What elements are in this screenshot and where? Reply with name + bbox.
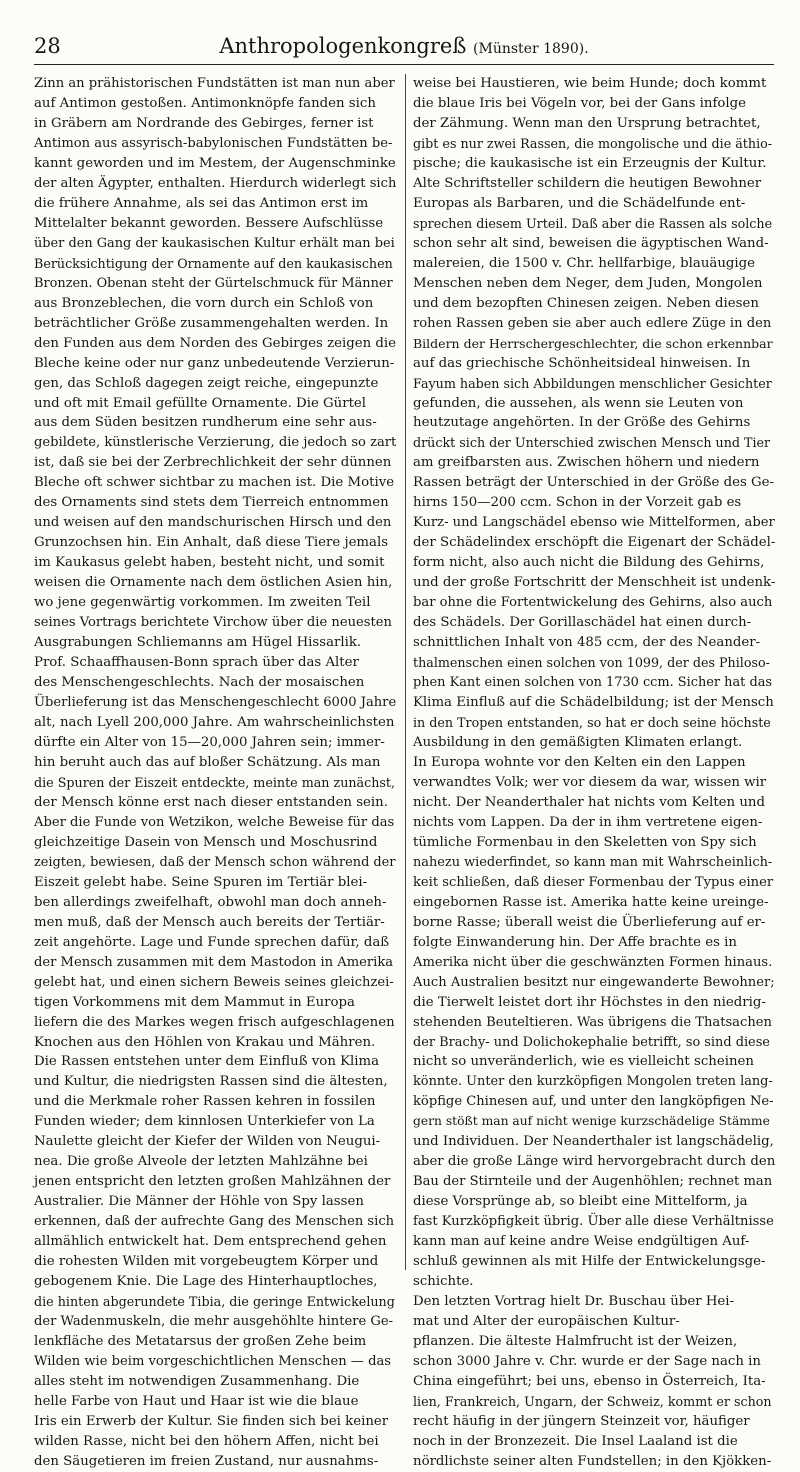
- text-line: der alten Ägypter, enthalten. Hierdurch widerlegt sich: [34, 175, 397, 191]
- text-line: die rohesten Wilden mit vorgebeugtem Körper und: [34, 1254, 379, 1270]
- text-line: aber die große Länge wird hervorgebracht durch den: [413, 1154, 776, 1170]
- text-line: Kurz- und Langschädel ebenso wie Mittelformen, aber: [413, 515, 775, 531]
- text-line: wilden Rasse, nicht bei den höhern Affen, nicht bei: [34, 1433, 379, 1449]
- text-line: rohen Rassen geben sie aber auch edlere Züge in den: [413, 315, 772, 331]
- text-line: hirns 150—200 ccm. Schon in der Vorzeit gab es: [413, 495, 742, 511]
- running-title-main: Anthropologenkongreß: [219, 34, 467, 58]
- text-line: lien, Frankreich, Ungarn, der Schweiz, kommt er schon: [413, 1393, 772, 1409]
- text-line: Aber die Funde von Wetzikon, welche Beweise für das: [34, 814, 395, 830]
- running-title-sub: (Münster 1890).: [473, 41, 589, 57]
- text-line: schichte.: [413, 1274, 474, 1290]
- text-line: aus Bronzeblechen, die vorn durch ein Schloß von: [34, 295, 374, 311]
- text-line: schluß gewinnen als mit Hilfe der Entwickelungsge-: [413, 1254, 766, 1270]
- text-line: Alte Schriftsteller schildern die heutigen Bewohner: [413, 175, 762, 191]
- text-line: fast Kurzköpfigkeit übrig. Über alle diese Verhältnisse: [413, 1214, 774, 1230]
- text-line: schon sehr alt sind, beweisen die ägyptischen Wand-: [413, 235, 769, 251]
- text-line: phen Kant einen solchen von 1730 ccm. Sicher hat das: [413, 675, 772, 691]
- text-line: ist, daß sie bei der Zerbrechlichkeit der sehr dünnen: [34, 455, 392, 471]
- text-line: lenkfläche des Metatarsus der großen Zehe beim: [34, 1334, 367, 1350]
- text-line: die frühere Annahme, als sei das Antimon erst im: [34, 195, 369, 211]
- text-line: nicht. Der Neanderthaler hat nichts vom Kelten und: [413, 794, 765, 810]
- text-line: Wilden wie beim vorgeschichtlichen Menschen — das: [34, 1354, 391, 1369]
- text-line: zeigten, bewiesen, daß der Mensch schon während der: [34, 854, 396, 870]
- text-line: pflanzen. Die älteste Halmfrucht ist der Weizen,: [413, 1334, 738, 1350]
- running-title: [34, 34, 774, 58]
- text-line: Überlieferung ist das Menschengeschlecht 6000 Jahre: [34, 695, 397, 711]
- text-line: Antimon aus assyrisch-babylonischen Fundstätten be-: [34, 135, 393, 151]
- right-column: [413, 74, 776, 1469]
- text-line: in den Tropen entstanden, so hat er doch seine höchste: [413, 715, 771, 730]
- text-line: keit schließen, daß dieser Formenbau der Typus einer: [413, 874, 774, 890]
- page-number: 28: [34, 34, 61, 58]
- text-line: köpfige Chinesen auf, und unter den langköpfigen Ne-: [413, 1094, 774, 1110]
- text-line: schon 3000 Jahre v. Chr. wurde er der Sage nach in: [413, 1354, 761, 1369]
- text-line: bar ohne die Fortentwickelung des Gehirns, also auch: [413, 595, 773, 611]
- text-line: hin beruht auch das auf bloßer Schätzung. Als man: [34, 754, 381, 770]
- text-line: tümliche Formenbau in den Skeletten von Spy sich: [413, 834, 757, 850]
- text-line: der Zähmung. Wenn man den Ursprung betrachtet,: [413, 115, 761, 131]
- text-line: Bildern der Herrschergeschlechter, die schon erkennbar: [413, 335, 773, 351]
- text-line: kannt geworden und im Mestem, der Augenschminke: [34, 155, 396, 171]
- text-line: form nicht, also auch nicht die Bildung des Gehirns,: [413, 555, 765, 571]
- text-line: und Individuen. Der Neanderthaler ist langschädelig,: [413, 1134, 774, 1150]
- text-line: nichts vom Lappen. Da der in ihm vertretene eigen-: [413, 814, 763, 830]
- text-line: die hinten abgerundete Tibia, die geringe Entwickelung: [34, 1294, 395, 1310]
- text-line: in Gräbern am Nordrande des Gebirges, ferner ist: [34, 115, 374, 131]
- text-line: noch in der Bronzezeit. Die Insel Laaland ist die: [413, 1433, 738, 1449]
- text-line: gebogenem Knie. Die Lage des Hinterhauptloches,: [34, 1274, 378, 1290]
- text-line: Bronzen. Obenan steht der Gürtelschmuck für Männer: [34, 275, 393, 291]
- text-line: stehenden Beuteltieren. Was übrigens die Thatsachen: [413, 1014, 772, 1030]
- text-line: Mittelalter bekannt geworden. Bessere Aufschlüsse: [34, 215, 384, 231]
- text-line: Ausbildung in den gemäßigten Klimaten erlangt.: [413, 734, 743, 750]
- text-line: seines Vortrags berichtete Virchow über die neuesten: [34, 615, 392, 631]
- text-line: Prof. Schaaffhausen-Bonn sprach über das Alter: [34, 655, 359, 671]
- text-line: der Wadenmuskeln, die mehr ausgehöhlte hintere Ge-: [34, 1314, 394, 1330]
- text-line: recht häufig in der jüngern Steinzeit vor, häufiger: [413, 1413, 750, 1429]
- text-line: men muß, daß der Mensch auch bereits der Tertiär-: [34, 914, 385, 930]
- text-line: nördlichste seiner alten Fundstellen; in den Kjökken-: [413, 1453, 772, 1469]
- text-line: alles steht im notwendigen Zusammenhang. Die: [34, 1373, 360, 1389]
- text-line: gelebt hat, und einen sichern Beweis seines gleichzei-: [34, 974, 394, 990]
- text-line: weise bei Haustieren, wie beim Hunde; doch kommt: [413, 76, 767, 91]
- text-line: gibt es nur zwei Rassen, die mongolische und die äthio-: [413, 135, 773, 151]
- text-line: und Kultur, die niedrigsten Rassen sind die ältesten,: [34, 1074, 388, 1090]
- text-line: ben allerdings zweifelhaft, obwohl man doch anneh-: [34, 894, 387, 910]
- text-line: der Mensch könne erst nach dieser entstanden sein.: [34, 794, 388, 810]
- text-line: Iris ein Erwerb der Kultur. Sie finden sich bei keiner: [34, 1413, 389, 1429]
- text-line: helle Farbe von Haut und Haar ist wie die blaue: [34, 1393, 359, 1409]
- text-line: nahezu wiederfindet, so kann man mit Wahrscheinlich-: [413, 854, 773, 870]
- text-line: auf Antimon gestoßen. Antimonknöpfe fanden sich: [34, 95, 376, 111]
- text-line: gebildete, künstlerische Verzierung, die jedoch so zart: [34, 435, 397, 451]
- text-line: Fayum haben sich Abbildungen menschlicher Gesichter: [413, 375, 772, 391]
- text-line: und die Merkmale roher Rassen kehren in fossilen: [34, 1094, 376, 1110]
- text-line: auf das griechische Schönheitsideal hinweisen. In: [413, 355, 751, 371]
- text-line: den Säugetieren im freien Zustand, nur ausnahms-: [34, 1453, 379, 1469]
- text-line: schnittlichen Inhalt von 485 ccm, der des Neander-: [413, 635, 761, 651]
- text-line: gern stößt man auf nicht wenige kurzschädelige Stämme: [413, 1114, 770, 1129]
- text-line: jenen entspricht den letzten großen Mahlzähnen der: [34, 1174, 391, 1190]
- text-line: aus dem Süden besitzen rundherum eine sehr aus-: [34, 415, 377, 431]
- text-line: heutzutage angehörten. In der Größe des Gehirns: [413, 415, 751, 431]
- text-line: borne Rasse; überall weist die Überlieferung auf er-: [413, 914, 766, 930]
- text-line: Grunzochsen hin. Ein Anhalt, daß diese Tiere jemals: [34, 535, 389, 551]
- text-line: und der große Fortschritt der Menschheit ist undenk-: [413, 575, 776, 591]
- text-line: Bleche keine oder nur ganz unbedeutende Verzierun-: [34, 355, 395, 371]
- text-line: der Mensch zusammen mit dem Mastodon in Amerika: [34, 954, 394, 970]
- text-line: könnte. Unter den kurzköpfigen Mongolen treten lang-: [413, 1074, 773, 1090]
- text-line: des Menschengeschlechts. Nach der mosaischen: [34, 675, 365, 691]
- text-line: Die Rassen entstehen unter dem Einfluß von Klima: [34, 1054, 380, 1070]
- text-line: die Tierwelt leistet dort ihr Höchstes in den niedrig-: [413, 994, 766, 1010]
- text-line: weisen die Ornamente nach dem östlichen Asien hin,: [34, 575, 393, 591]
- text-line: wo jene gegenwärtig vorkommen. Im zweiten Teil: [34, 595, 371, 611]
- text-line: China eingeführt; bei uns, ebenso in Österreich, Ita-: [413, 1373, 766, 1389]
- text-line: diese Vorsprünge ab, so bleibt eine Mittelform, ja: [413, 1194, 748, 1210]
- text-line: nicht so unveränderlich, wie es vielleicht scheinen: [413, 1054, 754, 1070]
- text-line: Australier. Die Männer der Höhle von Spy lassen: [34, 1194, 364, 1210]
- text-line: In Europa wohnte vor den Kelten ein den Lappen: [413, 754, 746, 770]
- text-line: alt, nach Lyell 200,000 Jahre. Am wahrscheinlichsten: [34, 715, 395, 730]
- text-line: der Brachy- und Dolichokephalie betrifft, so sind diese: [413, 1034, 770, 1050]
- text-line: gleichzeitige Dasein von Mensch und Moschusrind: [34, 834, 378, 850]
- text-line: den Funden aus dem Norden des Gebirges zeigen die: [34, 335, 397, 351]
- text-line: erkennen, daß der aufrechte Gang des Menschen sich: [34, 1214, 395, 1230]
- text-line: des Schädels. Der Gorillaschädel hat einen durch-: [413, 615, 752, 631]
- text-line: Naulette gleicht der Kiefer der Wilden von Neugui-: [34, 1134, 381, 1150]
- text-line: Berücksichtigung der Ornamente auf den kaukasischen: [34, 255, 393, 271]
- text-line: beträchtlicher Größe zusammengehalten werden. In: [34, 315, 389, 331]
- text-line: dürfte ein Alter von 15—20,000 Jahren sein; immer-: [34, 734, 385, 750]
- text-line: die Spuren der Eiszeit entdeckte, meinte man zunächst,: [34, 774, 396, 790]
- text-line: mat und Alter der europäischen Kultur-: [413, 1314, 680, 1330]
- text-line: und oft mit Email gefüllte Ornamente. Die Gürtel: [34, 395, 367, 411]
- text-line: gen, das Schloß dagegen zeigt reiche, eingepunzte: [34, 375, 379, 391]
- text-line: Ausgrabungen Schliemanns am Hügel Hissarlik.: [34, 635, 362, 651]
- text-line: die blaue Iris bei Vögeln vor, bei der Gans infolge: [413, 95, 747, 111]
- text-line: kann man auf keine andre Weise endgültigen Auf-: [413, 1234, 750, 1250]
- text-line: Eiszeit gelebt habe. Seine Spuren im Tertiär blei-: [34, 874, 368, 890]
- text-line: Auch Australien besitzt nur eingewanderte Bewohner;: [413, 974, 775, 990]
- text-line: Klima Einfluß auf die Schädelbildung; ist der Mensch: [413, 695, 774, 711]
- text-line: und dem bezopften Chinesen zeigen. Neben diesen: [413, 295, 759, 311]
- text-line: tigen Vorkommens mit dem Mammut in Europa: [34, 994, 355, 1010]
- text-line: Europas als Barbaren, und die Schädelfunde ent-: [413, 195, 746, 211]
- text-line: am greifbarsten aus. Zwischen höhern und niedern: [413, 455, 760, 471]
- text-line: sprechen diesem Urteil. Daß aber die Rassen als solche: [413, 215, 773, 231]
- column-divider: [405, 74, 406, 1270]
- text-line: Rassen beträgt der Unterschied in der Größe des Ge-: [413, 475, 775, 491]
- text-line: der Schädelindex erschöpft die Eigenart der Schädel-: [413, 535, 776, 551]
- text-line: gefunden, die aussehen, als wenn sie Leuten von: [413, 395, 744, 411]
- text-line: Amerika nicht über die geschwänzten Formen hinaus.: [413, 954, 773, 970]
- text-line: Zinn an prähistorischen Fundstätten ist man nun aber: [34, 76, 395, 91]
- text-line: zeit angehörte. Lage und Funde sprechen dafür, daß: [34, 934, 390, 950]
- text-line: Funden wieder; dem kinnlosen Unterkiefer von La: [34, 1114, 375, 1130]
- text-line: nea. Die große Alveole der letzten Mahlzähne bei: [34, 1154, 368, 1170]
- text-line: über den Gang der kaukasischen Kultur erhält man bei: [34, 235, 395, 251]
- text-line: Bau der Stirnteile und der Augenhöhlen; rechnet man: [413, 1174, 773, 1190]
- text-line: thalmenschen einen solchen von 1099, der des Philoso-: [413, 655, 770, 671]
- text-line: folgte Einwanderung hin. Der Affe brachte es in: [413, 934, 737, 950]
- text-line: Bleche oft schwer sichtbar zu machen ist. Die Motive: [34, 475, 395, 491]
- text-line: eingebornen Rasse ist. Amerika hatte keine ureinge-: [413, 894, 769, 910]
- text-line: Menschen neben dem Neger, dem Juden, Mongolen: [413, 275, 763, 291]
- text-line: verwandtes Volk; wer vor diesem da war, wissen wir: [413, 774, 767, 790]
- text-line: malereien, die 1500 v. Chr. hellfarbige, blauäugige: [413, 255, 756, 271]
- text-line: und weisen auf den mandschurischen Hirsch und den: [34, 515, 392, 531]
- text-line: Knochen aus den Höhlen von Krakau und Mähren.: [34, 1034, 376, 1050]
- text-line: drückt sich der Unterschied zwischen Mensch und Tier: [413, 435, 771, 451]
- running-header: [34, 30, 774, 65]
- text-line: des Ornaments sind stets dem Tierreich entnommen: [34, 495, 389, 511]
- text-line: im Kaukasus gelebt haben, besteht nicht, und somit: [34, 555, 385, 571]
- text-line: pische; die kaukasische ist ein Erzeugnis der Kultur.: [413, 155, 767, 171]
- left-column: [34, 74, 397, 1469]
- text-line: allmählich entwickelt hat. Dem entsprechend gehen: [34, 1234, 387, 1250]
- text-line: liefern die des Markes wegen frisch aufgeschlagenen: [34, 1014, 395, 1030]
- text-line: Den letzten Vortrag hielt Dr. Buschau über Hei-: [413, 1294, 735, 1310]
